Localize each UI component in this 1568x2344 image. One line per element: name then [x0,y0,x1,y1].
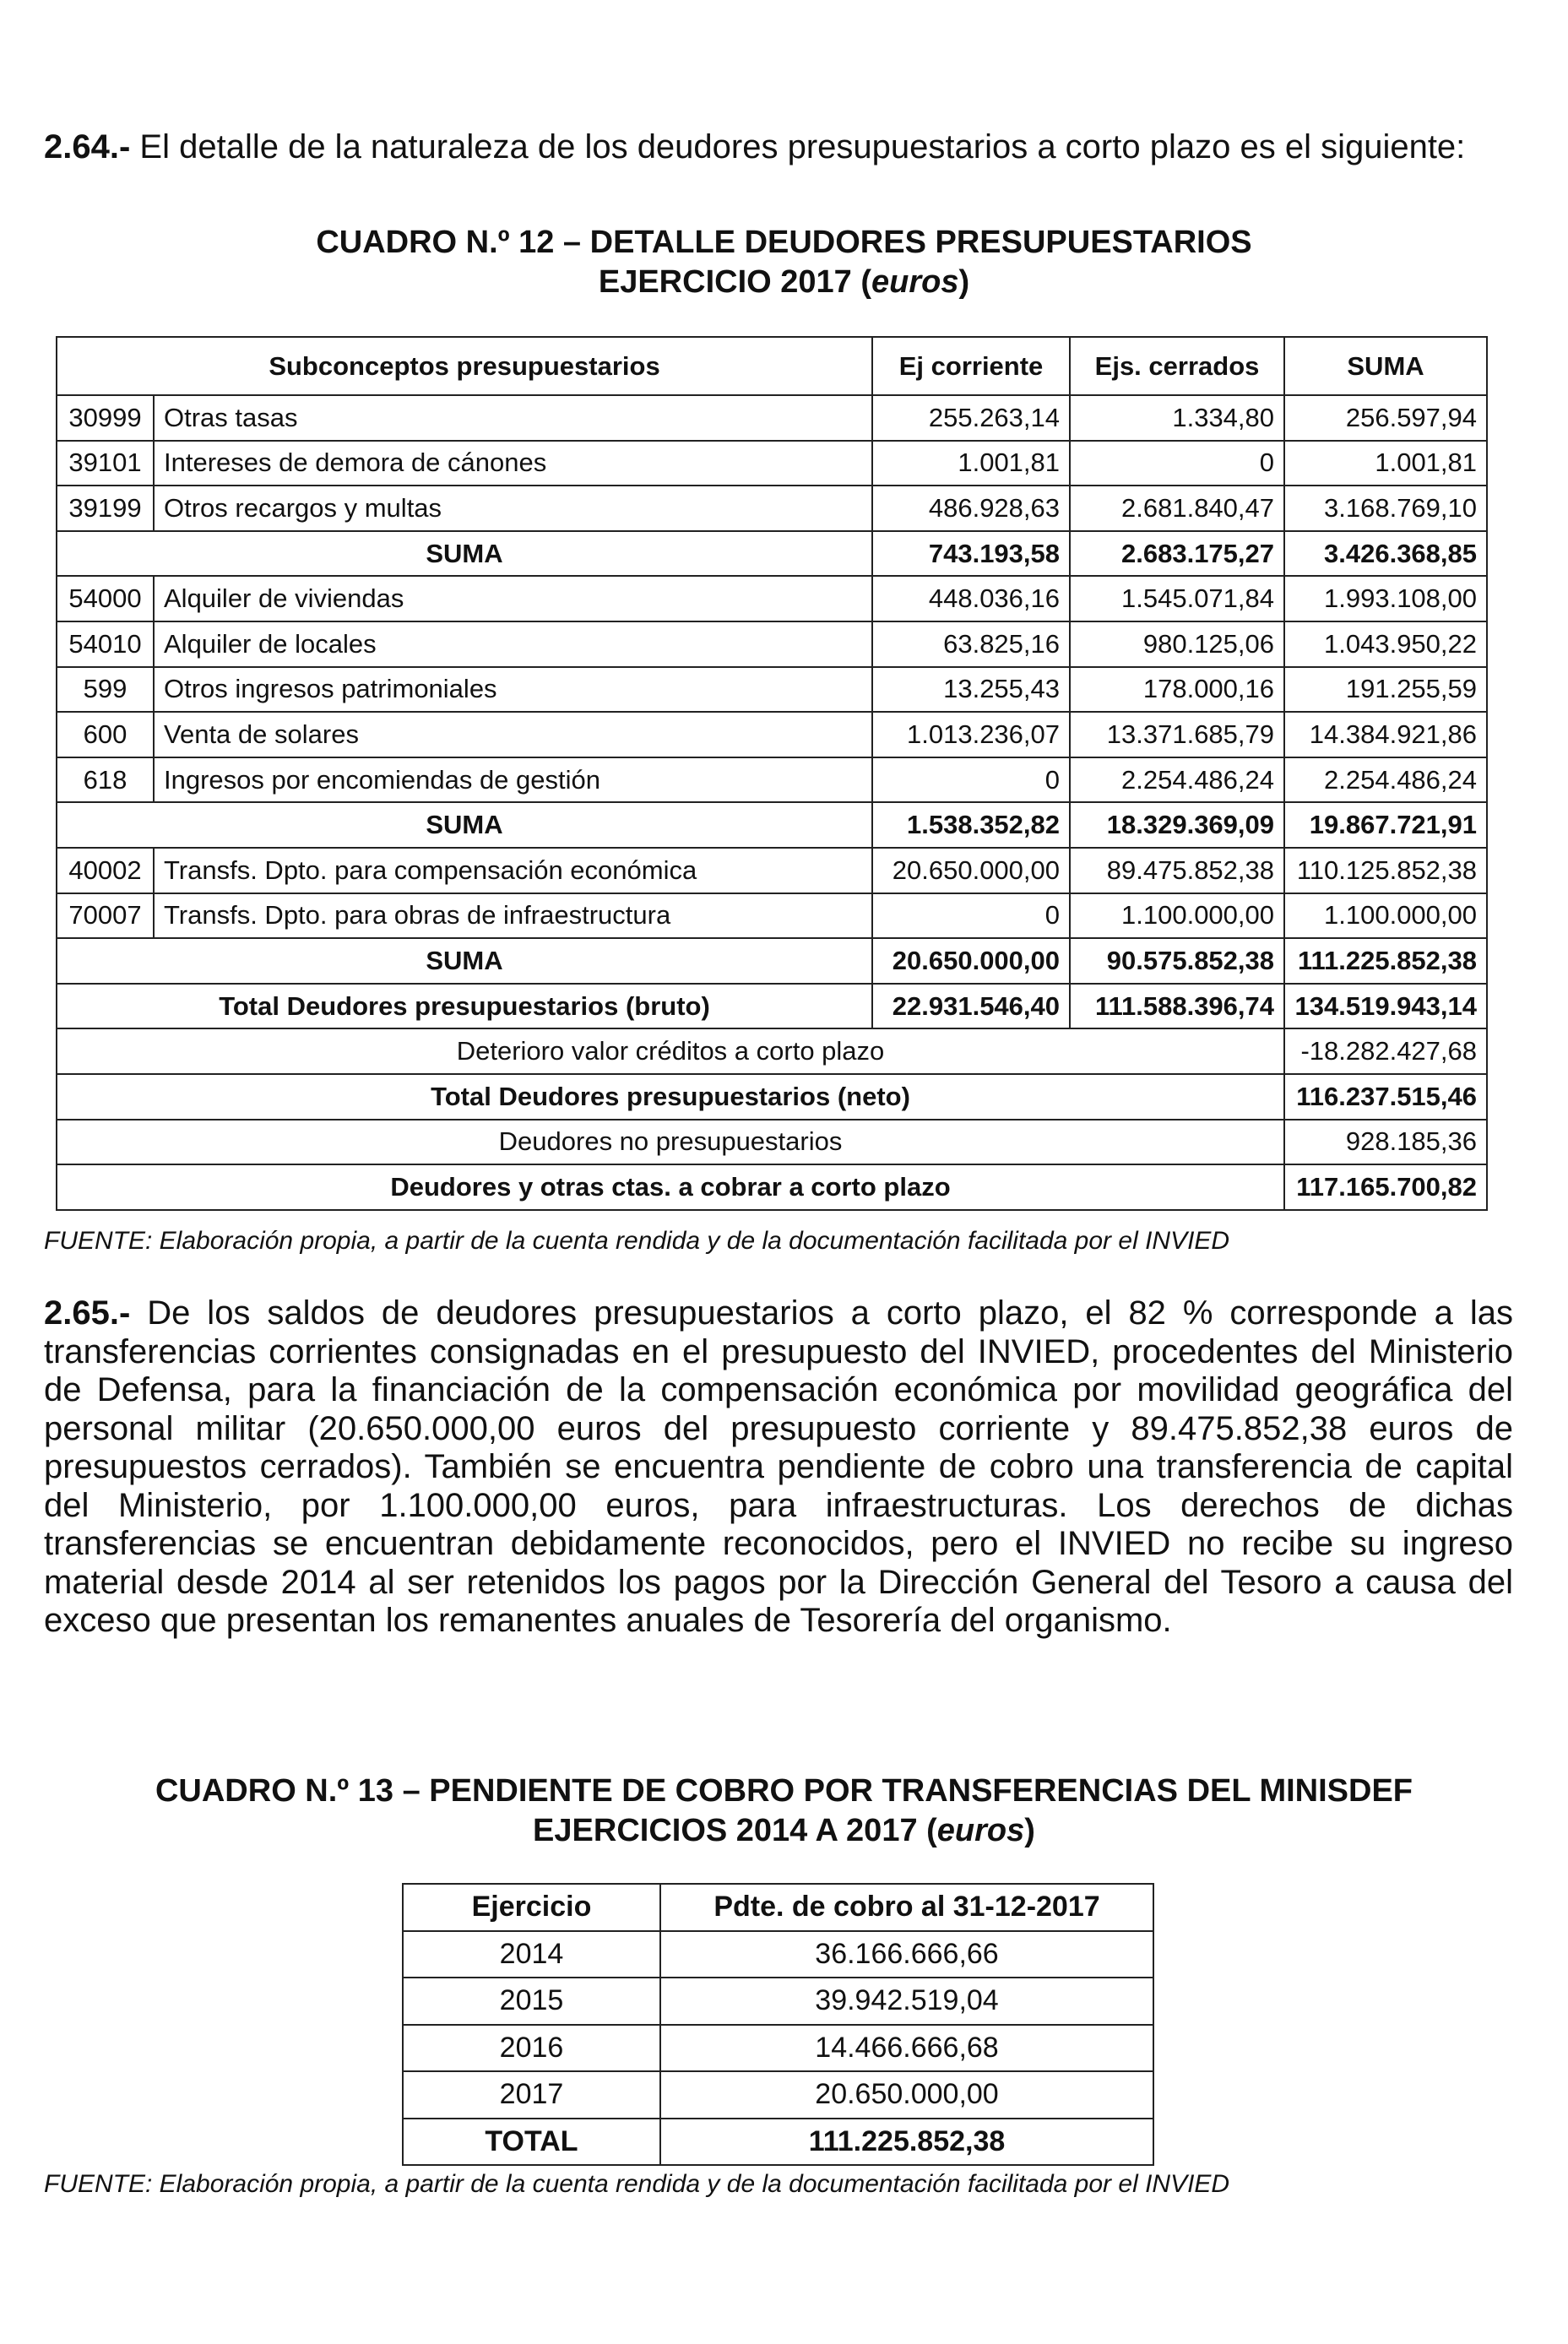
desc-cell: Venta de solares [154,712,872,757]
corriente-cell: 486.928,63 [872,486,1070,531]
suma-cell: 117.165.700,82 [1284,1164,1487,1210]
paragraph-number: 2.64.- [44,128,131,165]
cerrados-cell: 1.545.071,84 [1070,576,1284,621]
cerrados-cell: 90.575.852,38 [1070,938,1284,984]
cerrados-cell: 0 [1070,441,1284,486]
cerrados-cell: 178.000,16 [1070,667,1284,713]
table-row [57,757,1487,803]
suma-cell: 191.255,59 [1284,667,1487,713]
subtotal-row [57,531,1487,577]
paragraph-text: De los saldos de deudores presupuestarios a corto plazo, el 82 % corresponde a las transferencias corrientes consignadas en el presupuesto del INVIED, procedentes del Ministerio de Defensa, para la financiación de la compensación económica por movilidad geográfica del personal militar (20.650.000,00 euros del presupuesto corriente y 89.475.852,38 euros de presupuestos cerrados). También se encuentra pendiente de cobro una transferencia de capital del Ministerio, por 1.100.000,00 euros, para infraestructuras. Los derechos de dichas transferencias se encuentran debidamente reconocidos, pero el INVIED no recibe su ingreso material desde 2014 al ser retenidos los pagos por la Dirección General del Tesoro a causa del exceso que presentan los remanentes anuales de Tesorería del organismo. [44,1294,1513,1639]
corriente-cell: 13.255,43 [872,667,1070,713]
deudores-total-row [57,1164,1487,1210]
ejercicio-cell: 2016 [403,2025,660,2072]
suma-cell: 1.001,81 [1284,441,1487,486]
suma-cell: 19.867.721,91 [1284,802,1487,848]
paragraph-number: 2.65.- [44,1294,131,1332]
cerrados-cell: 2.681.840,47 [1070,486,1284,531]
cerrados-cell: 2.683.175,27 [1070,531,1284,577]
suma-cell: 111.225.852,38 [1284,938,1487,984]
table-row [57,712,1487,757]
corriente-cell: 743.193,58 [872,531,1070,577]
table-row [57,667,1487,713]
suma-cell: 1.100.000,00 [1284,893,1487,939]
header-ej-corriente: Ej corriente [872,337,1070,395]
cuadro-12-title-line2: EJERCICIO 2017 (euros) [598,264,970,300]
total-value: 111.225.852,38 [660,2119,1153,2166]
code-cell: 54010 [57,621,154,667]
corriente-cell: 448.036,16 [872,576,1070,621]
corriente-cell: 255.263,14 [872,395,1070,441]
subtotal-label: SUMA [57,531,872,577]
desc-cell: Intereses de demora de cánones [154,441,872,486]
corriente-cell: 1.013.236,07 [872,712,1070,757]
total-bruto-label: Total Deudores presupuestarios (bruto) [57,984,872,1029]
suma-cell: 110.125.852,38 [1284,848,1487,893]
paragraph-2-65 [44,1294,1513,1641]
corriente-cell: 0 [872,893,1070,939]
deterioro-label: Deterioro valor créditos a corto plazo [57,1028,1284,1074]
pendiente-cell: 20.650.000,00 [660,2071,1153,2119]
cuadro-13-title-line2: EJERCICIOS 2014 A 2017 (euros) [533,1813,1035,1848]
cerrados-cell: 980.125,06 [1070,621,1284,667]
table-row [403,2025,1153,2072]
header-ejercicio: Ejercicio [403,1884,660,1931]
suma-cell: 928.185,36 [1284,1120,1487,1165]
cerrados-cell: 89.475.852,38 [1070,848,1284,893]
suma-cell: 14.384.921,86 [1284,712,1487,757]
corriente-cell: 22.931.546,40 [872,984,1070,1029]
table-row [57,848,1487,893]
desc-cell: Ingresos por encomiendas de gestión [154,757,872,803]
cerrados-cell: 18.329.369,09 [1070,802,1284,848]
corriente-cell: 0 [872,757,1070,803]
corriente-cell: 63.825,16 [872,621,1070,667]
code-cell: 618 [57,757,154,803]
cuadro-12-title-line1: CUADRO N.º 12 – DETALLE DEUDORES PRESUPUESTARIOS [316,225,1252,260]
code-cell: 39101 [57,441,154,486]
desc-cell: Alquiler de viviendas [154,576,872,621]
table-row [57,576,1487,621]
subtotal-label: SUMA [57,802,872,848]
deudores-total-label: Deudores y otras ctas. a cobrar a corto plazo [57,1164,1284,1210]
desc-cell: Otros ingresos patrimoniales [154,667,872,713]
pendiente-cell: 39.942.519,04 [660,1978,1153,2025]
header-pendiente: Pdte. de cobro al 31-12-2017 [660,1884,1153,1931]
suma-cell: 116.237.515,46 [1284,1074,1487,1120]
suma-cell: 3.426.368,85 [1284,531,1487,577]
cerrados-cell: 13.371.685,79 [1070,712,1284,757]
total-neto-row [57,1074,1487,1120]
suma-cell: -18.282.427,68 [1284,1028,1487,1074]
table-header-row [57,337,1487,395]
table-header-row [403,1884,1153,1931]
desc-cell: Otros recargos y multas [154,486,872,531]
desc-cell: Transfs. Dpto. para obras de infraestructura [154,893,872,939]
total-neto-label: Total Deudores presupuestarios (neto) [57,1074,1284,1120]
desc-cell: Alquiler de locales [154,621,872,667]
cerrados-cell: 111.588.396,74 [1070,984,1284,1029]
suma-cell: 1.043.950,22 [1284,621,1487,667]
subtotal-label: SUMA [57,938,872,984]
ejercicio-cell: 2015 [403,1978,660,2025]
code-cell: 600 [57,712,154,757]
cerrados-cell: 1.334,80 [1070,395,1284,441]
corriente-cell: 1.001,81 [872,441,1070,486]
table-row [57,893,1487,939]
no-presupuestarios-row [57,1120,1487,1165]
code-cell: 54000 [57,576,154,621]
cuadro-12-title [0,223,1568,302]
cuadro-13-table [402,1883,1154,2166]
table-row [403,1931,1153,1978]
code-cell: 599 [57,667,154,713]
corriente-cell: 20.650.000,00 [872,848,1070,893]
cuadro-13-title-line1: CUADRO N.º 13 – PENDIENTE DE COBRO POR TRANSFERENCIAS DEL MINISDEF [155,1773,1413,1809]
total-label: TOTAL [403,2119,660,2166]
ejercicio-cell: 2017 [403,2071,660,2119]
desc-cell: Transfs. Dpto. para compensación económica [154,848,872,893]
corriente-cell: 1.538.352,82 [872,802,1070,848]
header-ejs-cerrados: Ejs. cerrados [1070,337,1284,395]
cuadro-12-table [56,336,1488,1211]
header-subconceptos: Subconceptos presupuestarios [57,337,872,395]
suma-cell: 3.168.769,10 [1284,486,1487,531]
table-row [57,441,1487,486]
suma-cell: 1.993.108,00 [1284,576,1487,621]
total-bruto-row [57,984,1487,1029]
paragraph-2-64 [44,128,1513,167]
suma-cell: 2.254.486,24 [1284,757,1487,803]
ejercicio-cell: 2014 [403,1931,660,1978]
total-row [403,2119,1153,2166]
table-row [403,1978,1153,2025]
table-row [403,2071,1153,2119]
subtotal-row [57,938,1487,984]
table-row [57,395,1487,441]
code-cell: 40002 [57,848,154,893]
paragraph-text: El detalle de la naturaleza de los deudores presupuestarios a corto plazo es el siguiente: [130,128,1466,165]
desc-cell: Otras tasas [154,395,872,441]
deterioro-row [57,1028,1487,1074]
cuadro-13-title [0,1772,1568,1851]
no-presupuestarios-label: Deudores no presupuestarios [57,1120,1284,1165]
corriente-cell: 20.650.000,00 [872,938,1070,984]
subtotal-row [57,802,1487,848]
fuente-cuadro-13: FUENTE: Elaboración propia, a partir de la cuenta rendida y de la documentación facilitada por el INVIED [44,2170,1230,2198]
header-suma: SUMA [1284,337,1487,395]
code-cell: 70007 [57,893,154,939]
table-row [57,621,1487,667]
suma-cell: 256.597,94 [1284,395,1487,441]
pendiente-cell: 36.166.666,66 [660,1931,1153,1978]
code-cell: 30999 [57,395,154,441]
table-row [57,486,1487,531]
fuente-cuadro-12: FUENTE: Elaboración propia, a partir de la cuenta rendida y de la documentación facilitada por el INVIED [44,1227,1230,1255]
cerrados-cell: 1.100.000,00 [1070,893,1284,939]
code-cell: 39199 [57,486,154,531]
suma-cell: 134.519.943,14 [1284,984,1487,1029]
cerrados-cell: 2.254.486,24 [1070,757,1284,803]
pendiente-cell: 14.466.666,68 [660,2025,1153,2072]
